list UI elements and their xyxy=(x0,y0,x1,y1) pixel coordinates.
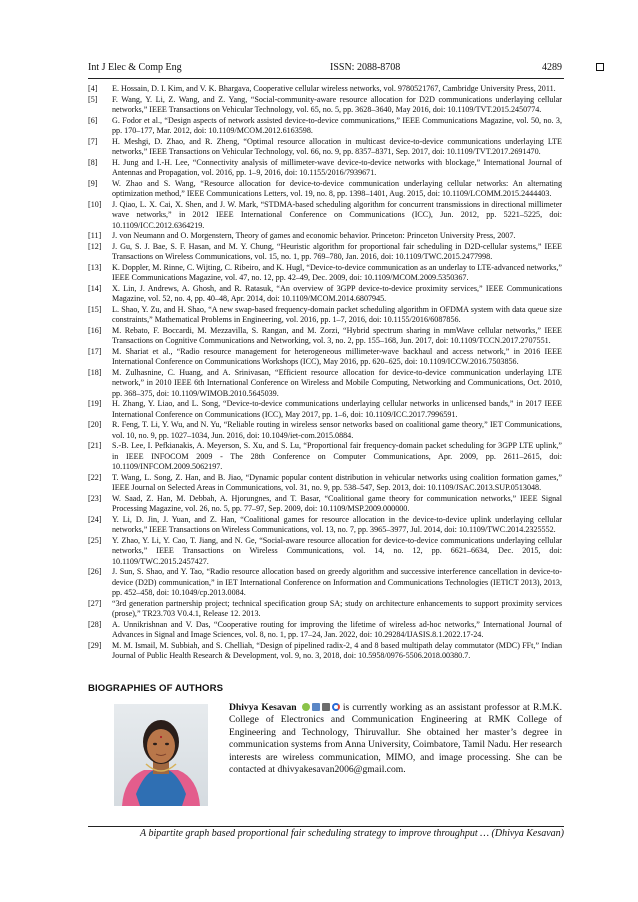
reference-text: J. Sun, S. Shao, and Y. Tao, “Radio resource allocation based on greedy algorithm and successive interference cancellation in device-to-device (D2D) communication,” in IET International Conference on Information and Communications Technologies (IETICT 2013), 2013, pp. 452–458, doi: 10.1049/cp.2013.0084. xyxy=(112,567,562,597)
reference-number: [29] xyxy=(88,640,102,650)
author-name: Dhivya Kesavan xyxy=(229,702,297,713)
reference-text: H. Jung and I.-H. Lee, “Connectivity analysis of millimeter-wave device-to-device networks with blockage,” International Journal of Antennas and Propagation, vol. 2016, pp. 1–9, 2016, doi: 10.1155/2016/7939671. xyxy=(112,157,562,177)
reference-item xyxy=(88,305,562,326)
reference-item xyxy=(88,473,562,494)
reference-number: [12] xyxy=(88,241,102,251)
reference-number: [10] xyxy=(88,199,102,209)
reference-text: J. von Neumann and O. Morgenstern, Theory of games and economic behavior. Princeton: Princeton University Press, 2007. xyxy=(112,231,516,240)
reference-item xyxy=(88,420,562,441)
reference-text: W. Zhao and S. Wang, “Resource allocation for device-to-device communication underlaying cellular networks: An alternating optimization method,” IEEE Communications Letters, vol. 19, no. 8, pp. 1398–1401, Aug. 2015, doi: 10.1109/LCOMM.2015.2444403. xyxy=(112,178,562,198)
reference-text: “3rd generation partnership project; technical specification group SA; study on architecture enhancements to support proximity services (prose),” TR23.703 V0.4.1, Release 12. 2013. xyxy=(112,598,562,618)
reference-text: M. M. Ismail, M. Subbiah, and S. Chelliah, “Design of pipelined radix-2, 4 and 8 based multipath delay commutator (MDC) FFt,” Indian Journal of Public Health Research & Development, vol. 9, no. 3, 2018, doi: 10.5958/0976-5506.2018.00380.7. xyxy=(112,640,562,660)
square-icon xyxy=(596,63,604,71)
reference-number: [7] xyxy=(88,136,98,146)
reference-list xyxy=(88,84,562,662)
journal-name: Int J Elec & Comp Eng xyxy=(88,62,182,73)
reference-text: L. Shao, Y. Zu, and H. Shao, “A new swap-based frequency-domain packet scheduling algorithm in OFDMA system with data queue size constraints,” Mathematical Problems in Engineering, vol. 2016, pp. 1–7, 2016, doi: 10.1155/2016/6087856. xyxy=(112,304,562,324)
reference-item xyxy=(88,515,562,536)
header-divider xyxy=(88,78,564,79)
reference-item xyxy=(88,620,562,641)
reference-text: X. Lin, J. Andrews, A. Ghosh, and R. Ratasuk, “An overview of 3GPP device-to-device proximity services,” IEEE Communications Magazine, vol. 52, no. 4, pp. 40–48, Apr. 2014, doi: 10.1109/MCOM.2014.6807945. xyxy=(112,283,562,303)
reference-number: [18] xyxy=(88,367,102,377)
reference-number: [20] xyxy=(88,420,102,429)
reference-item xyxy=(88,231,562,242)
reference-text: K. Doppler, M. Rinne, C. Wijting, C. Ribeiro, and K. Hugl, “Device-to-device communication as an underlay to LTE-advanced networks,” IEEE Communications Magazine, vol. 47, no. 12, pp. 42–49, Dec. 2009, doi: 10.1109/MCOM.2009.5350367. xyxy=(112,262,562,282)
reference-item xyxy=(88,641,562,662)
reference-number: [24] xyxy=(88,514,102,524)
reference-text: Y. Zhao, Y. Li, Y. Cao, T. Jiang, and N. Ge, “Social-aware resource allocation for device-to-device communications underlaying cellular networks,” IEEE Transactions on Wireless Communications, vol. 14, no. 12, pp. 6621–6634, Dec. 2015, doi: 10.1109/TWC.2015.2457427. xyxy=(112,535,562,566)
page-number: 4289 xyxy=(542,62,562,73)
reference-item xyxy=(88,494,562,515)
reference-text: W. Saad, Z. Han, M. Debbah, A. Hjorungnes, and T. Basar, “Coalitional game theory for communication networks,” IEEE Signal Processing Magazine, vol. 26, no. 5, pp. 77–97, Sep. 2009, doi: 10.1109/MSP.2009.000000. xyxy=(112,493,562,513)
reference-number: [27] xyxy=(88,598,102,608)
reference-number: [21] xyxy=(88,441,102,450)
reference-item xyxy=(88,84,562,95)
reference-number: [23] xyxy=(88,493,102,503)
running-title: A bipartite graph based proportional fair scheduling strategy to improve throughput … (Dhivya Kesavan) xyxy=(140,828,564,839)
reference-number: [11] xyxy=(88,231,102,240)
google-scholar-icon[interactable] xyxy=(332,703,340,711)
reference-item xyxy=(88,368,562,400)
reference-item xyxy=(88,200,562,232)
author-photo xyxy=(114,704,208,806)
reference-item xyxy=(88,399,562,420)
reference-number: [19] xyxy=(88,399,102,408)
reference-number: [5] xyxy=(88,94,98,104)
reference-item xyxy=(88,137,562,158)
reference-number: [25] xyxy=(88,535,102,545)
reference-number: [8] xyxy=(88,157,98,167)
page-header xyxy=(88,60,562,76)
reference-item xyxy=(88,536,562,568)
reference-text: M. Zulhasnine, C. Huang, and A. Srinivasan, “Efficient resource allocation for device-to-device communication underlaying LTE network,” in 2010 IEEE 6th International Conference on Wireless and Mobile Computing, Networking and Communications, Oct. 2010, pp. 368–375, doi: 10.1109/WIMOB.2010.5645039. xyxy=(112,367,562,398)
reference-item xyxy=(88,567,562,599)
reference-item xyxy=(88,242,562,263)
reference-text: M. Shariat et al., “Radio resource management for heterogeneous millimeter-wave backhaul and access network,” in 2016 IEEE International Conference on Communications Workshops (ICC), May 2016, pp. 620–625, doi: 10.1109/ICCW.2016.7503856. xyxy=(112,346,562,366)
reference-item xyxy=(88,599,562,620)
reference-item xyxy=(88,95,562,116)
reference-number: [9] xyxy=(88,178,98,188)
reference-item xyxy=(88,263,562,284)
reference-item xyxy=(88,284,562,305)
reference-number: [16] xyxy=(88,325,102,335)
reference-item xyxy=(88,441,562,473)
orcid-icon[interactable] xyxy=(302,703,310,711)
reference-text: R. Feng, T. Li, Y. Wu, and N. Yu, “Reliable routing in wireless sensor networks based on coalitional game theory,” IET Communications, vol. 10, no. 9, pp. 1027–1034, Jun. 2016, doi: 10.1049/iet-com.2015.0884. xyxy=(112,420,562,440)
reference-text: Y. Li, D. Jin, J. Yuan, and Z. Han, “Coalitional games for resource allocation in the device-to-device uplink underlaying cellular networks,” IEEE Transactions on Wireless Communications, vol. 13, no. 7, pp. 3965–3977, Jul. 2014, doi: 10.1109/TWC.2014.2325552. xyxy=(112,514,562,534)
reference-item xyxy=(88,326,562,347)
scopus-icon[interactable] xyxy=(312,703,320,711)
issn: ISSN: 2088-8708 xyxy=(330,62,401,73)
reference-text: H. Zhang, Y. Liao, and L. Song, “Device-to-device communications underlaying cellular networks in unlicensed bands,” in 2017 IEEE International Conference on Communications (ICC), May 2017, pp. 1–6, doi: 10.1109/ICC.2017.7996591. xyxy=(112,399,562,419)
reference-number: [13] xyxy=(88,262,102,272)
reference-number: [28] xyxy=(88,619,102,629)
reference-text: G. Fodor et al., “Design aspects of network assisted device-to-device communications,” IEEE Communications Magazine, vol. 50, no. 3, pp. 170–177, Mar. 2012, doi: 10.1109/MCOM.2012.6163598. xyxy=(112,115,562,135)
reference-text: J. Qiao, L. X. Cai, X. Shen, and J. W. Mark, “STDMA-based scheduling algorithm for concurrent transmissions in directional millimeter wave networks,” in 2012 IEEE International Conference on Communications (ICC), Jun. 2012, pp. 5221–5225, doi: 10.1109/ICC.2012.6364219. xyxy=(112,199,562,230)
reference-number: [17] xyxy=(88,346,102,356)
reference-text: A. Unnikrishnan and V. Das, “Cooperative routing for improving the lifetime of wireless ad-hoc networks,” International Journal of Advances in Signal and Image Sciences, vol. 8, no. 1, pp. 17–24, Jan. 2022, doi: 10.29284/IJASIS.8.1.2022.17-24. xyxy=(112,619,562,639)
reference-number: [4] xyxy=(88,84,98,93)
reference-text: S.-B. Lee, I. Pefkianakis, A. Meyerson, S. Xu, and S. Lu, “Proportional fair frequency-domain packet scheduling for 3GPP LTE uplink,” in IEEE INFOCOM 2009 - The 28th Conference on Computer Communications, Apr. 2009, pp. 2611–2615, doi: 10.1109/INFCOM.2009.5062197. xyxy=(112,441,562,471)
web-of-science-icon[interactable] xyxy=(322,703,330,711)
reference-number: [22] xyxy=(88,472,102,482)
reference-text: H. Meshgi, D. Zhao, and R. Zheng, “Optimal resource allocation in multicast device-to-device communications underlaying LTE networks,” IEEE Transactions on Vehicular Technology, vol. 66, no. 9, pp. 8357–8371, Sep. 2017, doi: 10.1109/TVT.2017.2691470. xyxy=(112,136,562,156)
reference-text: M. Rebato, F. Boccardi, M. Mezzavilla, S. Rangan, and M. Zorzi, “Hybrid spectrum sharing in mmWave cellular networks,” IEEE Transactions on Cognitive Communications and Networking, vol. 3, no. 2, pp. 155–168, Jun. 2017, doi: 10.1109/TCCN.2017.2707551. xyxy=(112,325,562,345)
reference-text: E. Hossain, D. I. Kim, and V. K. Bhargava, Cooperative cellular wireless networks, vol. 9780521767, Cambridge University Press, 2011. xyxy=(112,84,556,93)
reference-number: [26] xyxy=(88,567,102,576)
reference-text: T. Wang, L. Song, Z. Han, and B. Jiao, “Dynamic popular content distribution in vehicular networks using coalition formation games,” IEEE Journal on Selected Areas in Communications, vol. 31, no. 9, pp. 538–547, Sep. 2013, doi: 10.1109/JSAC.2013.SUP.0513048. xyxy=(112,472,562,492)
reference-text: F. Wang, Y. Li, Z. Wang, and Z. Yang, “Social-community-aware resource allocation for D2D communications underlaying cellular networks,” IEEE Transactions on Vehicular Technology, vol. 65, no. 5, pp. 3628–3640, May 2016, doi: 10.1109/TVT.2015.2450774. xyxy=(112,94,562,114)
reference-number: [15] xyxy=(88,304,102,314)
reference-item xyxy=(88,158,562,179)
reference-text: J. Gu, S. J. Bae, S. F. Hasan, and M. Y. Chung, “Heuristic algorithm for proportional fair scheduling in D2D-cellular systems,” IEEE Transactions on Wireless Communications, vol. 15, no. 1, pp. 769–780, Jan. 2016, doi: 10.1109/TWC.2015.2477998. xyxy=(112,241,562,261)
reference-item xyxy=(88,347,562,368)
author-bio-text: is currently working as an assistant professor at R.M.K. College of Electronics and Communication Engineering at RMK College of Engineering and Technology, Thiruvallur. She obtained her master’s degree in communication systems from Anna University, Coimbatore, Tamil Nadu. Her research interests are wireless communication, MIMO, and image processing. She can be contacted at dhivyakesavan2006@gmail.com. xyxy=(229,702,563,776)
section-heading: BIOGRAPHIES OF AUTHORS xyxy=(88,683,224,694)
author-bio xyxy=(229,702,562,776)
reference-item xyxy=(88,179,562,200)
reference-number: [14] xyxy=(88,283,102,293)
reference-item xyxy=(88,116,562,137)
reference-number: [6] xyxy=(88,115,98,125)
